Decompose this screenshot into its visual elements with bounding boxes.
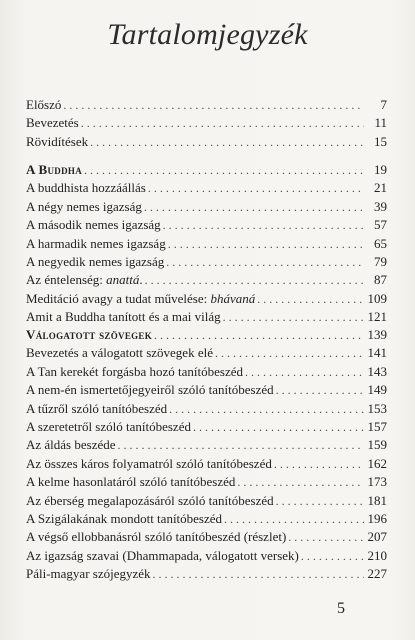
toc-entry bbox=[26, 308, 387, 326]
toc-entry-title: A végső ellobbanásról szóló tanítóbeszéd (részlet) bbox=[26, 529, 287, 545]
toc-entry-page: 7 bbox=[380, 97, 387, 112]
dot-leader bbox=[153, 565, 364, 583]
dot-leader bbox=[90, 133, 364, 151]
toc-entry bbox=[26, 528, 387, 546]
dot-leader bbox=[301, 547, 364, 565]
toc-entry-title: A buddhista hozzáállás bbox=[26, 180, 146, 196]
toc-entry-page: 21 bbox=[374, 180, 387, 196]
toc-entry-page: 196 bbox=[367, 510, 387, 526]
toc-entry bbox=[26, 253, 387, 271]
toc-entry bbox=[26, 133, 387, 151]
toc-entry-page: 227 bbox=[367, 566, 387, 582]
toc-entry bbox=[26, 96, 387, 114]
toc-entry-title: Az igazság szavai (Dhammapada, válogatott versek) bbox=[26, 547, 299, 563]
toc-entry-page: 139 bbox=[367, 327, 387, 342]
dot-leader bbox=[193, 418, 364, 436]
toc-entry bbox=[26, 510, 387, 528]
toc-entry-title: A negyedik nemes igazság bbox=[26, 253, 165, 269]
dot-leader bbox=[169, 400, 364, 418]
dot-leader bbox=[288, 528, 364, 546]
toc-entry bbox=[26, 161, 387, 179]
dot-leader bbox=[145, 271, 364, 289]
toc-entry-title: Bevezetés a válogatott szövegek elé bbox=[26, 345, 213, 361]
toc-entry-page: 159 bbox=[367, 437, 387, 453]
toc-entry-title: Az éberség megalapozásáról szóló tanítóbeszéd bbox=[26, 492, 274, 508]
toc-entry-page: 149 bbox=[367, 382, 387, 398]
toc-entry-page: 65 bbox=[374, 235, 387, 251]
toc-entry-title: A második nemes igazság bbox=[26, 217, 161, 233]
toc-entry bbox=[26, 565, 387, 583]
toc-entry-title: Bevezetés bbox=[26, 115, 79, 131]
toc-entry bbox=[26, 271, 387, 289]
toc-entry-title: Előszó bbox=[26, 97, 62, 112]
dot-leader bbox=[224, 510, 364, 528]
dot-leader bbox=[237, 473, 364, 491]
toc-entry-page: 141 bbox=[367, 345, 387, 361]
dot-leader bbox=[154, 326, 364, 344]
toc-entry-page: 162 bbox=[367, 455, 387, 471]
toc-entry-page: 39 bbox=[374, 198, 387, 214]
dot-leader bbox=[81, 114, 364, 132]
dot-leader bbox=[118, 436, 364, 454]
dot-leader bbox=[166, 253, 364, 271]
dot-leader bbox=[274, 455, 364, 473]
toc-entry-page: 109 bbox=[367, 290, 387, 306]
toc-entry-page: 143 bbox=[367, 363, 387, 379]
page-title: Tartalomjegyzék bbox=[107, 18, 308, 51]
toc-entry-page: 19 bbox=[374, 162, 387, 177]
toc-entry-title: A szeretetről szóló tanítóbeszéd bbox=[26, 418, 191, 434]
dot-leader bbox=[168, 235, 364, 253]
toc-entry-page: 79 bbox=[374, 253, 387, 269]
toc-entry bbox=[26, 179, 387, 197]
toc-entry bbox=[26, 216, 387, 234]
dot-leader bbox=[84, 161, 364, 179]
toc-entry-page: 121 bbox=[367, 309, 387, 325]
toc-entry-title: Válogatott szövegek bbox=[26, 327, 153, 342]
dot-leader bbox=[276, 381, 364, 399]
toc-entry-title: A nem-én ismertetőjegyeiről szóló tanítóbeszéd bbox=[26, 382, 274, 398]
toc-entry-page: 173 bbox=[367, 474, 387, 490]
toc-entry-title: A kelme hasonlatáról szóló tanítóbeszéd bbox=[26, 474, 236, 490]
dot-leader bbox=[63, 96, 364, 114]
toc-front-matter bbox=[26, 96, 387, 151]
toc-entry-title: Amit a Buddha tanított és a mai világ bbox=[26, 309, 221, 325]
dot-leader bbox=[276, 492, 364, 510]
toc-entry-page: 210 bbox=[367, 547, 387, 563]
toc-entry-title: Rövidítések bbox=[26, 133, 89, 149]
toc-entry bbox=[26, 455, 387, 473]
toc-entry-page: 57 bbox=[374, 217, 387, 233]
toc-entry bbox=[26, 344, 387, 362]
dot-leader bbox=[215, 344, 364, 362]
toc-entry-title: Meditáció avagy a tudat művelése: bhávaná bbox=[26, 290, 256, 306]
toc-entry bbox=[26, 418, 387, 436]
toc-entry-page: 181 bbox=[367, 492, 387, 508]
toc-entry bbox=[26, 547, 387, 565]
toc-entry bbox=[26, 114, 387, 132]
toc-entry-page: 15 bbox=[374, 133, 387, 149]
dot-leader bbox=[257, 290, 364, 308]
dot-leader bbox=[245, 363, 364, 381]
toc-entry bbox=[26, 381, 387, 399]
toc-entry-title: A Buddha bbox=[26, 162, 82, 177]
dot-leader bbox=[144, 198, 364, 216]
toc-section-buddha bbox=[26, 161, 387, 327]
toc-entry-title: Az áldás beszéde bbox=[26, 437, 116, 453]
toc-entry bbox=[26, 363, 387, 381]
toc-entry-page: 153 bbox=[367, 400, 387, 416]
toc-section-selected-texts bbox=[26, 326, 387, 583]
toc-entry-italic-term: anattá bbox=[106, 272, 140, 288]
toc-entry bbox=[26, 473, 387, 491]
toc-entry-title: Az összes káros folyamatról szóló tanítóbeszéd bbox=[26, 455, 272, 471]
toc-entry-page: 87 bbox=[374, 272, 387, 288]
toc-entry bbox=[26, 198, 387, 216]
toc-entry-page: 207 bbox=[367, 529, 387, 545]
toc-entry-title: A Szigálakának mondott tanítóbeszéd bbox=[26, 510, 223, 526]
toc-entry-title: A négy nemes igazság bbox=[26, 198, 142, 214]
toc-entry-title: Az éntelenség: anattá. bbox=[26, 272, 143, 288]
dot-leader bbox=[148, 179, 364, 197]
toc-entry-title: A tűzről szóló tanítóbeszéd bbox=[26, 400, 168, 416]
toc-entry-suffix: . bbox=[139, 272, 143, 288]
toc-entry-title: Páli-magyar szójegyzék bbox=[26, 566, 151, 582]
toc-entry bbox=[26, 436, 387, 454]
toc-entry bbox=[26, 492, 387, 510]
toc-entry-page: 157 bbox=[367, 418, 387, 434]
page-number: 5 bbox=[337, 600, 345, 617]
dot-leader bbox=[163, 216, 364, 234]
toc-entry bbox=[26, 400, 387, 418]
toc-entry-title: A harmadik nemes igazság bbox=[26, 235, 166, 251]
dot-leader bbox=[223, 308, 364, 326]
toc-entry bbox=[26, 290, 387, 308]
toc-entry bbox=[26, 326, 387, 344]
toc-entry-title: A Tan kerekét forgásba hozó tanítóbeszéd bbox=[26, 363, 244, 379]
toc-entry-page: 11 bbox=[374, 115, 387, 131]
toc-entry bbox=[26, 235, 387, 253]
toc-entry-italic-term: bhávaná bbox=[210, 290, 256, 306]
